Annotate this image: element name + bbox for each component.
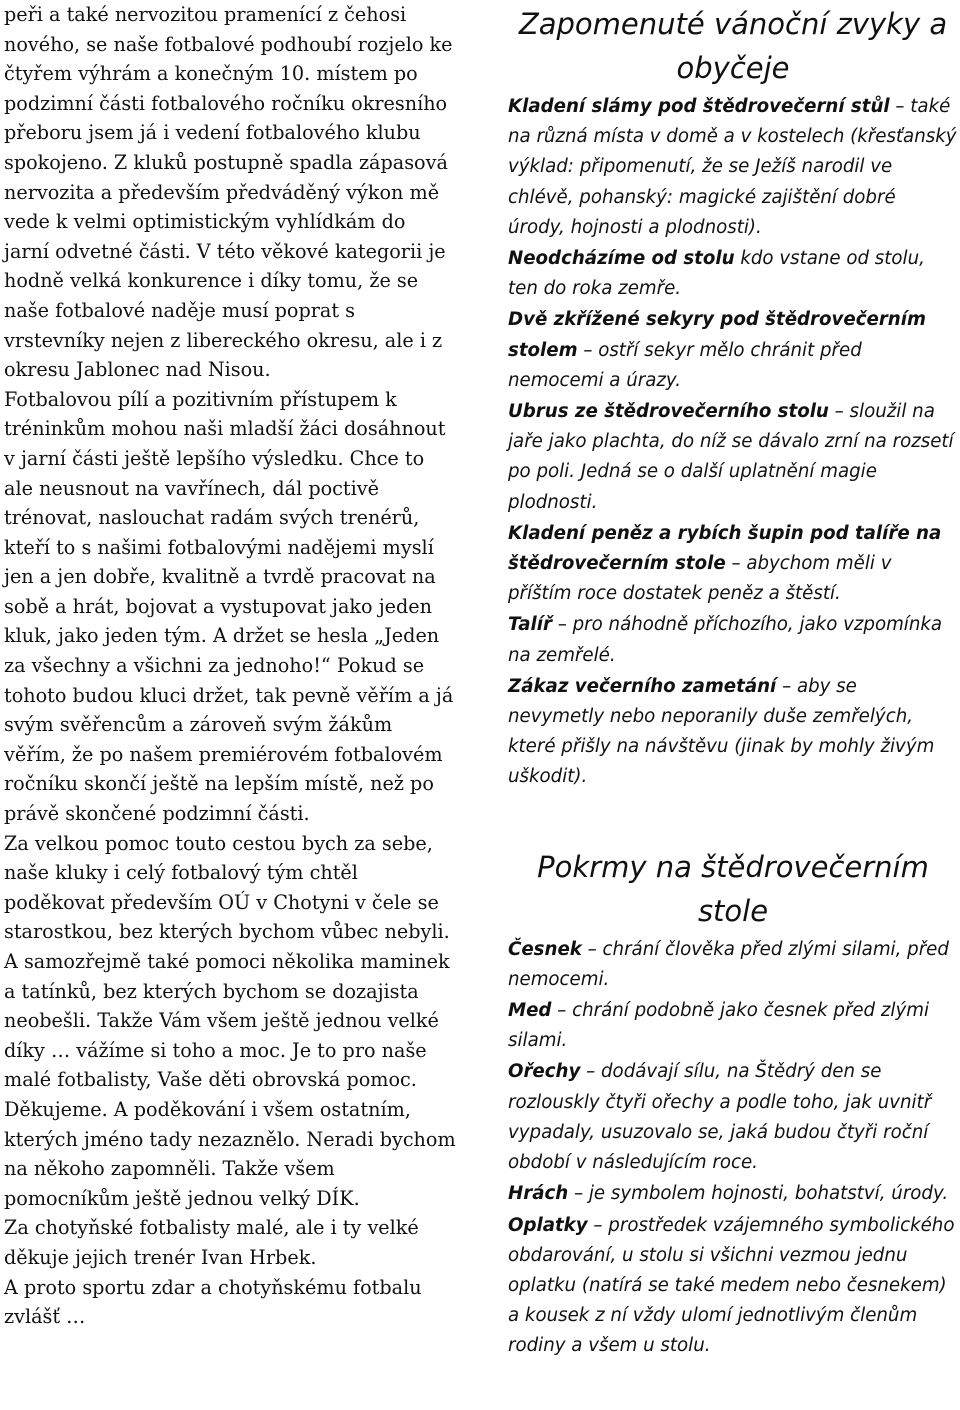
dish-item <box>508 1057 958 1178</box>
dish-text: – prostředek vzájemného symbolického obdarování, u stolu si všichni vezmou jednu oplatku (natírá se také medem nebo česnekem) a kousek z ní vždy ulomí jednotlivým členům rodiny a všem u stolu. <box>508 1214 955 1357</box>
custom-item <box>508 244 958 304</box>
dish-term: Oplatky <box>508 1214 588 1236</box>
custom-text: – ostří sekyr mělo chránit před nemocemi a úrazy. <box>508 339 862 391</box>
left-paragraph-1: peři a také nervozitou pramenící z čehosi nového, se naše fotbalové podhoubí rozjelo ke čtyřem výhrám a konečným 10. místem po podzimní části fotbalového ročníku okresního přeboru jsem já i vedení fotbalového klubu spokojeno. Z kluků postupně spadla zápasová nervozita a především předváděný výkon mě vede k velmi optimistickým vyhlídkám do jarní odvetné části. V této věkové kategorii je hodně velká konkurence i díky tomu, že se naše fotbalové naděje musí poprat s vrstevníky nejen z libereckého okresu, ale i z okresu Jablonec nad Nisou. <box>4 3 453 382</box>
section-title-dishes: Pokrmy na štědrovečerním stole <box>537 849 929 928</box>
dish-text: – chrání člověka před zlými silami, před nemocemi. <box>508 938 949 990</box>
custom-term: Neodcházíme od stolu <box>508 248 735 270</box>
custom-item <box>508 397 958 518</box>
dish-item <box>508 1211 958 1362</box>
dish-item <box>508 935 958 995</box>
custom-item <box>508 519 958 610</box>
dish-text: – chrání podobně jako česnek před zlými silami. <box>508 1000 930 1052</box>
dish-item <box>508 996 958 1056</box>
dish-term: Ořechy <box>508 1061 581 1083</box>
custom-item <box>508 672 958 793</box>
left-paragraph-5: A proto sportu zdar a chotyňskému fotbalu zvlášť … <box>4 1275 422 1329</box>
custom-term: Talíř <box>508 614 552 636</box>
dish-term: Hrách <box>508 1183 569 1205</box>
dish-term: Med <box>508 1000 552 1022</box>
custom-term: Zákaz večerního zametání <box>508 675 777 697</box>
left-paragraph-2: Fotbalovou pílí a pozitivním přístupem k tréninkům mohou naši mladší žáci dosáhnout v jarní části ještě lepšího výsledku. Chce to ale neusnout na vavřínech, dál poctivě trénovat, naslouchat radám svých trenérů, kteří to s našimi fotbalovými nadějemi myslí jen a jen dobře, kvalitně a tvrdě pracovat na sobě a hrát, bojovat a vystupovat jako jeden kluk, jako jeden tým. A držet se hesla „Jeden za všechny a všichni za jednoho!“ Pokud se tohoto budou kluci držet, tak pevně věřím a já svým svěřencům a zároveň svým žákům věřím, že po našem premiérovém fotbalovém ročníku skončí ještě na lepším místě, než po právě skončené podzimní části. <box>4 387 454 826</box>
custom-text: – také na různá místa v domě a v kostelech (křesťanský výklad: připomenutí, že se Ježíš narodil ve chlévě, pohanský: magické zajištění dobré úrody, hojnosti a plodnosti). <box>508 96 957 238</box>
section-title-customs: Zapomenuté vánoční zvyky a obyčeje <box>518 7 948 85</box>
left-paragraph-4: Za chotyňské fotbalisty malé, ale i ty velké děkuje jejich trenér Ivan Hrbek. <box>4 1216 419 1269</box>
custom-text: – aby se nevymetly nebo neporanily duše zemřelých, které přišly na návštěvu (jinak by mohly živým uškodit). <box>508 675 935 788</box>
custom-term: Kladení peněz a rybích šupin pod talíře na štědrovečerním stole <box>508 522 942 575</box>
dish-text: – dodávají sílu, na Štědrý den se rozlouskly čtyři ořechy a podle toho, jak uvnitř vypadaly, usuzovalo se, jaká budou čtyři roční období v následujícím roce. <box>508 1061 932 1174</box>
dish-item <box>508 1179 958 1209</box>
custom-item <box>508 92 958 243</box>
custom-item <box>508 610 958 670</box>
right-column <box>508 2 958 1363</box>
dish-text: – je symbolem hojnosti, bohatství, úrody. <box>568 1183 949 1205</box>
custom-term: Kladení slámy pod štědrovečerní stůl <box>508 96 890 117</box>
custom-text: – pro náhodně příchozího, jako vzpomínka na zemřelé. <box>508 614 943 666</box>
custom-term: Dvě zkřížené sekyry pod štědrovečerním stolem <box>508 309 926 361</box>
custom-term: Ubrus ze štědrovečerního stolu <box>508 401 829 423</box>
custom-text: kdo vstane od stolu, ten do roka zemře. <box>508 248 925 300</box>
left-column <box>4 0 456 1332</box>
custom-item <box>508 305 958 396</box>
dish-term: Česnek <box>508 938 582 960</box>
custom-text: – sloužil na jaře jako plachta, do níž se dávalo zrní na rozsetí po poli. Jedná se o další uplatnění magie plodnosti. <box>508 401 954 513</box>
left-paragraph-3: Za velkou pomoc touto cestou bych za sebe, naše kluky i celý fotbalový tým chtěl poděkovat především OÚ v Chotyni v čele se starostkou, bez kterých bychom vůbec nebyli. A samozřejmě také pomoci několika maminek a tatínků, bez kterých bychom se dozajista neobešli. Takže Vám všem ještě jednou velké díky … vážíme si toho a moc. Je to pro naše malé fotbalisty, Vaše děti obrovská pomoc. Děkujeme. A poděkování i všem ostatním, kterých jméno tady nezaznělo. Neradi bychom na někoho zapomněli. Takže všem pomocníkům ještě jednou velký DÍK. <box>4 831 456 1210</box>
custom-text: – abychom měli v příštím roce dostatek peněz a štěstí. <box>508 553 892 605</box>
